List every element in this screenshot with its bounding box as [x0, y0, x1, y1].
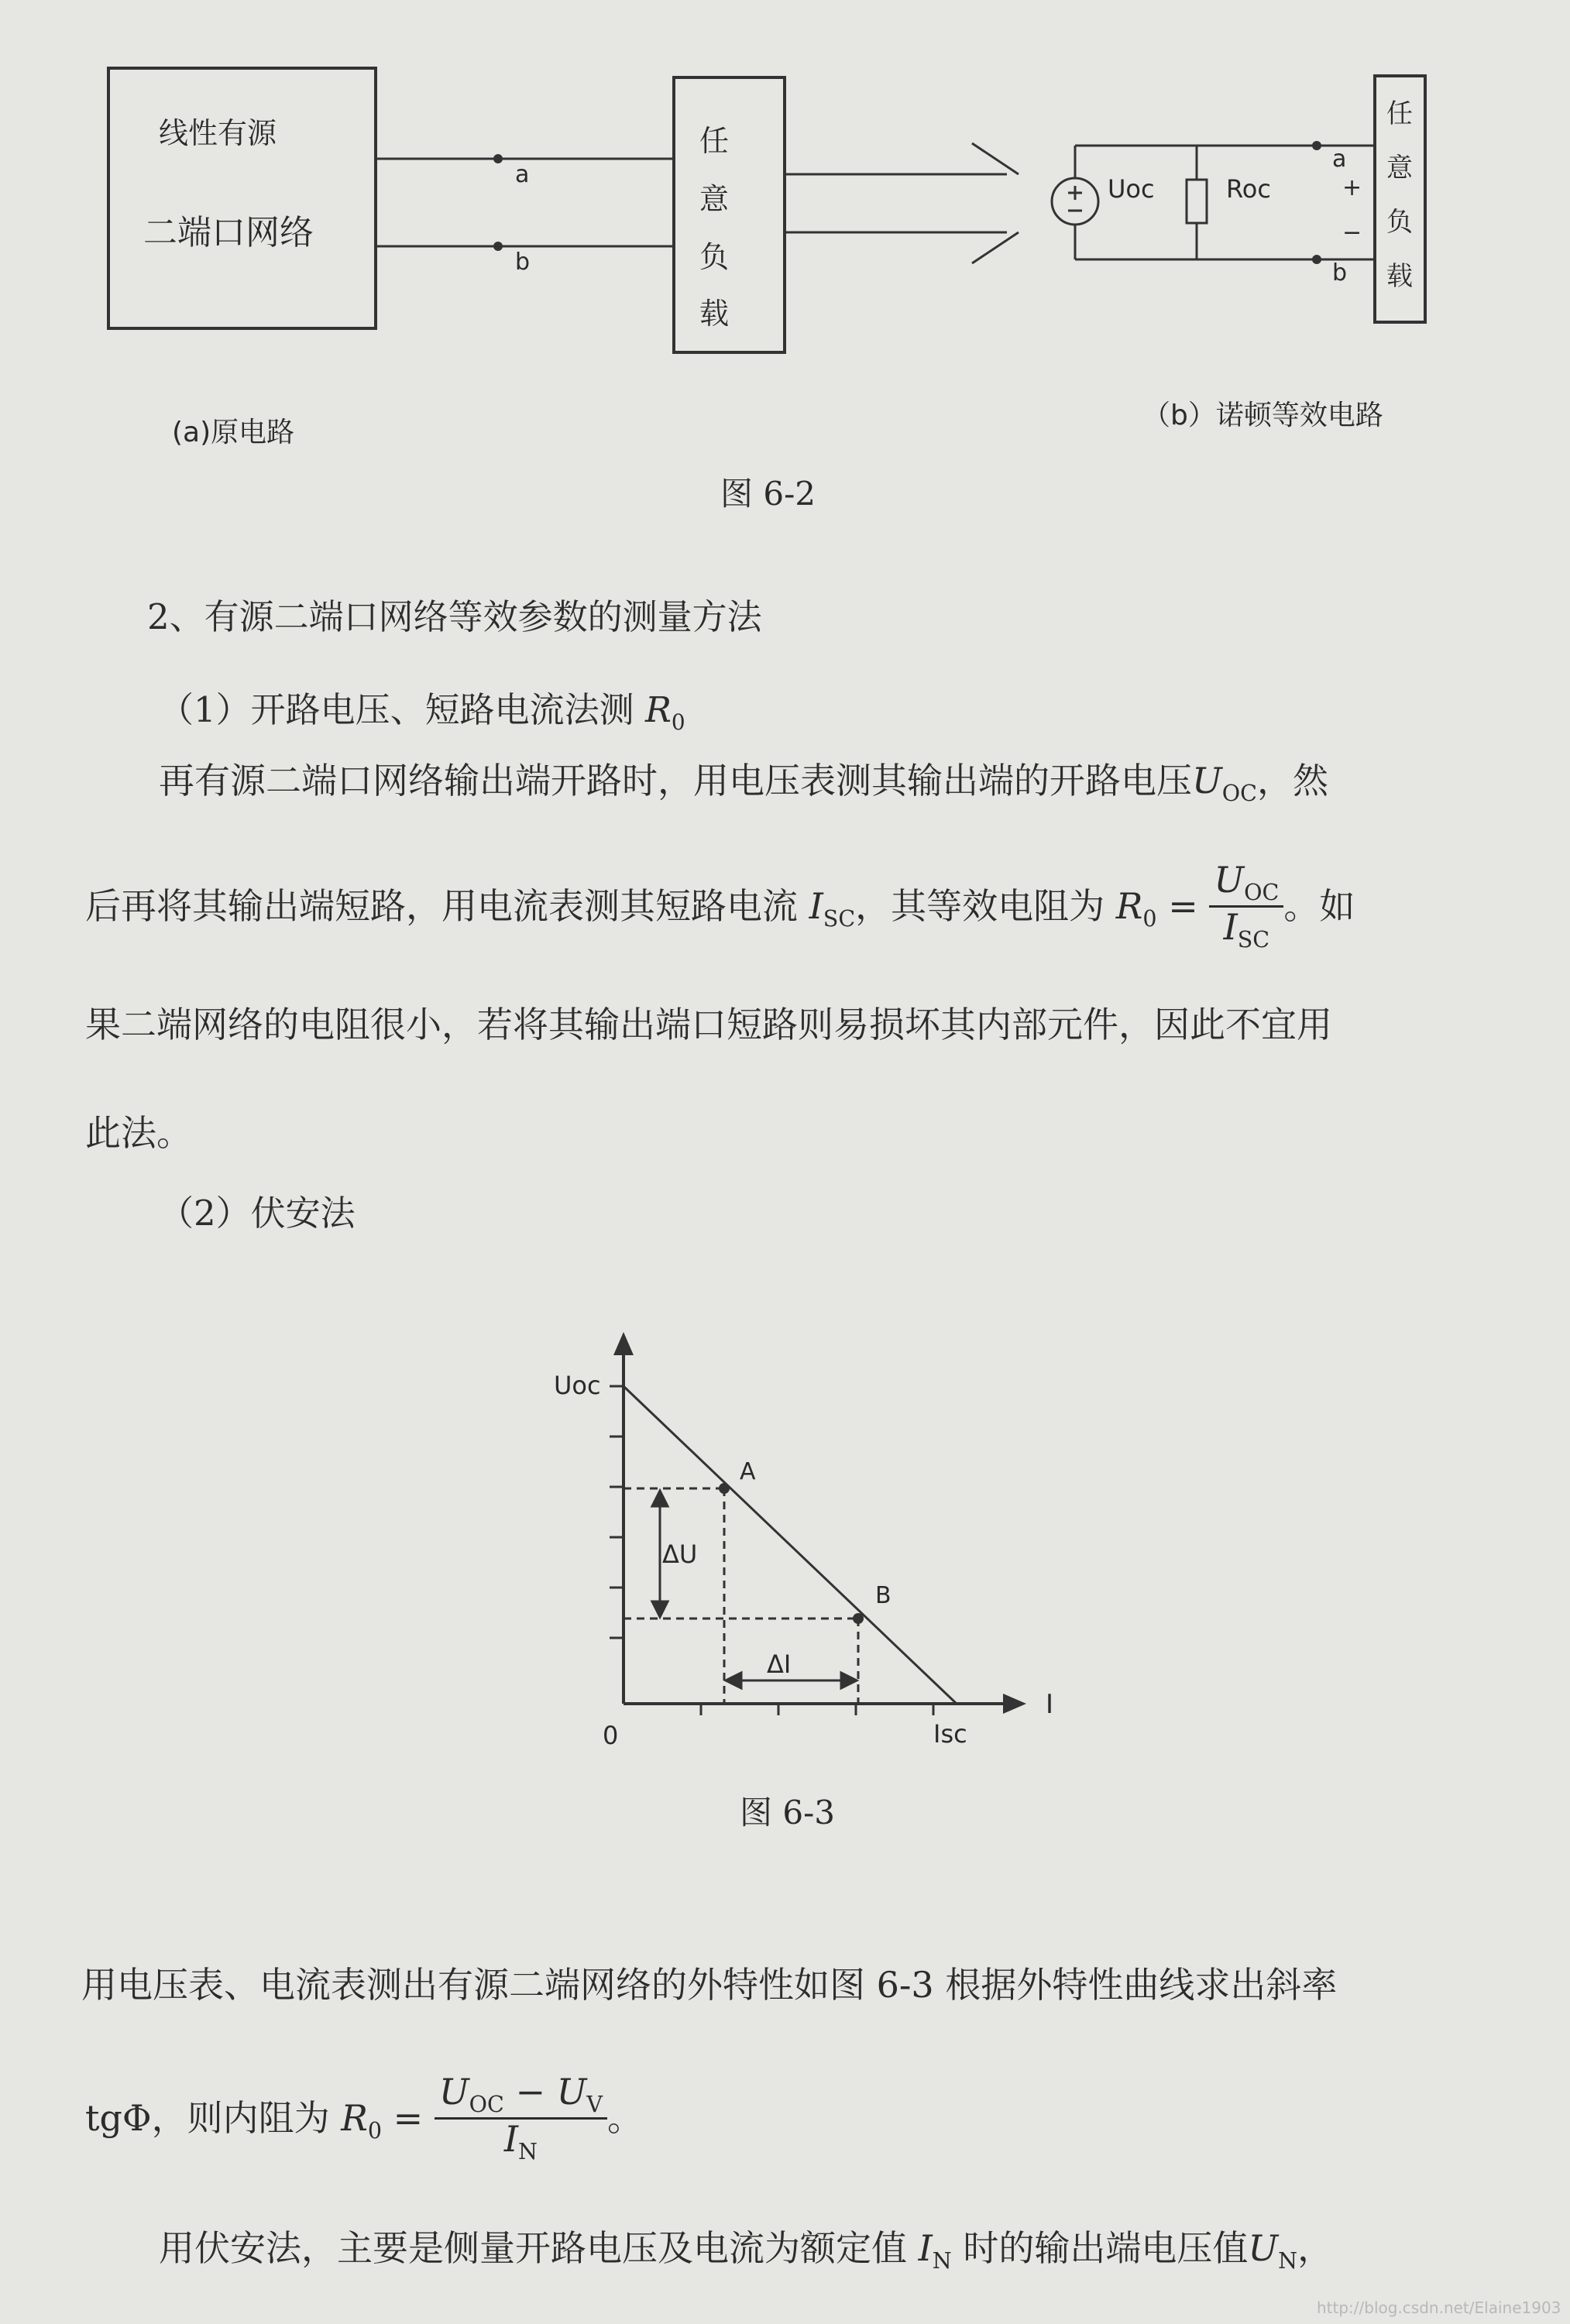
load-char-4: 载: [699, 297, 730, 331]
para2-line2-prefix: tgΦ，则内阻为: [85, 2097, 342, 2140]
subheading-2: （2）伏安法: [159, 1193, 356, 1234]
eq-terminal-a-label: a: [1332, 146, 1347, 173]
para3-mid: 时的输出端电压值: [951, 2227, 1249, 2269]
point-a-dot: [719, 1483, 730, 1494]
origin-label: 0: [603, 1721, 619, 1750]
eq-load-char-3: 负: [1386, 207, 1413, 238]
para2-end: 。: [607, 2097, 644, 2140]
in-var: I: [918, 2227, 933, 2269]
terminal-b-label: b: [515, 249, 531, 276]
delta-i-label: ΔI: [767, 1649, 792, 1679]
r0-sub: 0: [671, 709, 685, 735]
equals-sign: =: [1156, 885, 1210, 928]
para1-line1: [159, 760, 1328, 807]
r0-var: R: [644, 689, 672, 730]
para1-line1-text: 再有源二端口网络输出端开路时，用电压表测其输出端的开路电压: [159, 760, 1192, 802]
eq-minus-label: −: [1342, 219, 1362, 246]
r0-eq-var: R: [1115, 885, 1143, 928]
figure-6-2-title: 图 6-2: [720, 475, 816, 513]
terminal-a-label: a: [515, 161, 530, 188]
r0-fraction: [1209, 860, 1283, 952]
resistor-icon: [1187, 180, 1207, 223]
eq-terminal-b-label: b: [1332, 259, 1348, 287]
delta-u-label: ΔU: [662, 1540, 698, 1569]
figure-6-2: [0, 0, 1570, 542]
inner-fraction-denominator: $I_N$: [503, 2117, 538, 2164]
para2-line2: [85, 2071, 644, 2167]
watermark: http://blog.csdn.net/Elaine1903: [1317, 2298, 1561, 2317]
load-char-3: 负: [699, 240, 730, 274]
r0-eq-sub: 0: [1142, 906, 1157, 932]
section-heading: 2、有源二端口网络等效参数的测量方法: [147, 596, 762, 637]
para3-line1: [159, 2227, 1334, 2274]
para2-line1: 用电压表、电流表测出有源二端网络的外特性如图 6-3 根据外特性曲线求出斜率: [81, 1964, 1338, 2006]
network-box-line1: 线性有源: [159, 116, 277, 150]
point-b-label: B: [875, 1582, 891, 1609]
delta-i-arrow-icon: [726, 1673, 857, 1688]
figure-6-3-title: 图 6-3: [740, 1794, 835, 1831]
load-char-2: 意: [699, 182, 730, 216]
subheading-1: [159, 681, 685, 735]
point-b-dot: [853, 1613, 864, 1624]
eq-terminal-b-dot: [1312, 255, 1321, 264]
fraction-denominator: $I_{SC}$: [1223, 905, 1270, 953]
inner-fraction-numerator: $U_{OC} - U_V$: [435, 2072, 607, 2120]
para3-text: 用伏安法，主要是侧量开路电压及电流为额定值: [159, 2227, 919, 2269]
voltage-source-icon: [1052, 178, 1098, 225]
para1-line1-end: ，然: [1256, 760, 1328, 802]
figure-6-3: [0, 1316, 1570, 1859]
caption-a: (a)原电路: [172, 417, 295, 448]
point-a-label: A: [740, 1458, 756, 1485]
fraction-numerator: $U_{OC}$: [1209, 860, 1283, 908]
eq-load-char-1: 任: [1386, 98, 1413, 129]
uoc-axis-label: Uoc: [554, 1371, 601, 1400]
isc-axis-label: Isc: [933, 1719, 967, 1749]
terminal-a-dot: [493, 154, 503, 163]
subheading-1-text: （1）开路电压、短路电流法测: [159, 689, 645, 730]
para1-line4: 此法。: [85, 1112, 192, 1154]
un-sub: N: [1278, 2248, 1298, 2274]
graph-axes: [624, 1344, 1011, 1704]
uoc-label: Uoc: [1108, 174, 1155, 204]
para1-line2-mid: ，其等效电阻为: [855, 885, 1116, 928]
para1-line2-end: 。如: [1283, 885, 1355, 928]
caption-b: （b）诺顿等效电路: [1142, 400, 1383, 431]
load-box-a: [674, 77, 785, 352]
eq-load-char-4: 载: [1386, 261, 1413, 292]
isc-sub: SC: [823, 906, 856, 932]
eq-load-char-2: 意: [1386, 153, 1413, 184]
para1-line2-text: 后再将其输出端短路，用电流表测其短路电流: [85, 885, 809, 928]
r0-inner-sub: 0: [367, 2118, 383, 2144]
network-box-line2: 二端口网络: [143, 213, 314, 252]
un-var: U: [1248, 2227, 1279, 2269]
para1-line3: 果二端网络的电阻很小，若将其输出端口短路则易损坏其内部元件，因此不宜用: [85, 1004, 1332, 1045]
para3-end: ，: [1297, 2227, 1334, 2269]
para2-equals: =: [382, 2097, 435, 2140]
inner-resistance-fraction: [435, 2072, 607, 2164]
projection-lines: [624, 1488, 858, 1704]
y-axis-arrow-icon: [613, 1332, 634, 1355]
load-char-1: 任: [699, 124, 730, 158]
uoc-sub: OC: [1221, 781, 1257, 807]
i-axis-label: I: [1046, 1689, 1054, 1720]
in-sub: N: [932, 2248, 952, 2274]
eq-plus-label: +: [1342, 174, 1362, 201]
terminal-b-dot: [493, 242, 503, 251]
uoc-var: U: [1192, 760, 1222, 802]
r0-inner-var: R: [341, 2097, 368, 2140]
transform-arrow: [785, 143, 1019, 263]
roc-label: Roc: [1226, 174, 1271, 204]
linear-network-box: [108, 68, 376, 328]
isc-var: I: [809, 885, 823, 928]
para1-line2: [85, 859, 1355, 955]
eq-terminal-a-dot: [1312, 141, 1321, 150]
x-axis-arrow-icon: [1003, 1694, 1026, 1714]
